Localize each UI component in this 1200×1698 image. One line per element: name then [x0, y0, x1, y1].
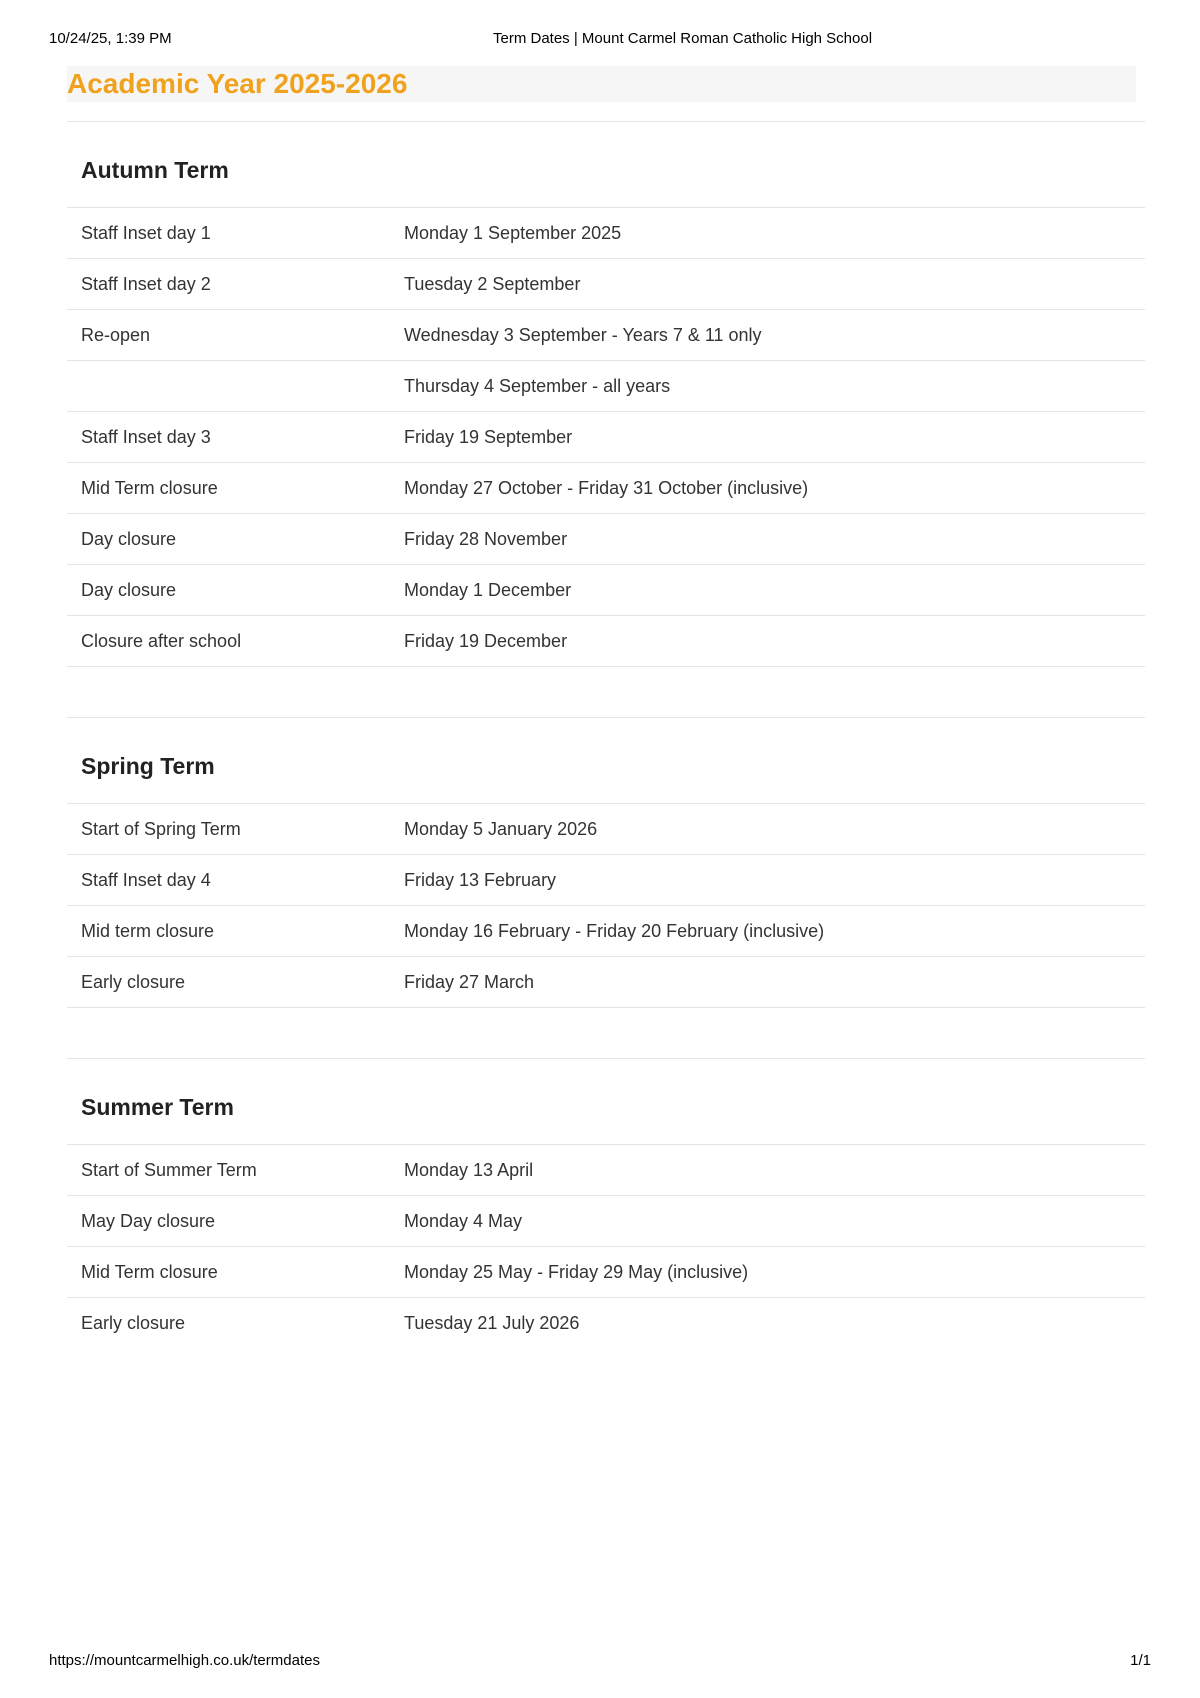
table-row	[67, 906, 1145, 957]
term-section-spring	[67, 718, 1145, 1059]
event-label	[67, 361, 404, 412]
table-row	[67, 804, 1145, 855]
event-label: Day closure	[67, 565, 404, 616]
term-title: Spring Term	[67, 718, 1145, 804]
event-date: Monday 27 October - Friday 31 October (inclusive)	[404, 463, 1145, 514]
table-row	[67, 463, 1145, 514]
table-row	[67, 310, 1145, 361]
print-datetime: 10/24/25, 1:39 PM	[49, 30, 172, 47]
event-label: Early closure	[81, 1312, 186, 1333]
event-date: Friday 28 November	[404, 514, 1145, 565]
print-page-title: Term Dates | Mount Carmel Roman Catholic High School	[493, 30, 873, 47]
print-page-number: 1/1	[1130, 1652, 1151, 1669]
term-section-autumn	[67, 122, 1145, 718]
event-date: Friday 19 December	[404, 616, 1145, 667]
table-row	[67, 412, 1145, 463]
table-row	[67, 1196, 1145, 1247]
event-date: Tuesday 21 July 2026	[404, 1312, 580, 1333]
table-row	[67, 1145, 1145, 1196]
event-date: Friday 13 February	[404, 855, 1145, 906]
event-date: Friday 27 March	[404, 957, 1145, 1008]
section-spacer	[67, 1008, 1145, 1058]
term-dates-content	[67, 66, 1145, 1348]
event-label: Mid Term closure	[67, 463, 404, 514]
event-date: Monday 5 January 2026	[404, 804, 1145, 855]
print-header	[49, 30, 1151, 52]
table-row	[67, 208, 1145, 259]
event-label: Mid Term closure	[67, 1247, 404, 1298]
event-date: Monday 25 May - Friday 29 May (inclusive)	[404, 1247, 1145, 1298]
term-dates-table	[67, 804, 1145, 1008]
event-label: Staff Inset day 4	[67, 855, 404, 906]
event-date: Monday 4 May	[404, 1196, 1145, 1247]
table-row	[67, 1298, 1145, 1349]
table-row	[67, 957, 1145, 1008]
academic-year-title: Academic Year 2025-2026	[67, 66, 1136, 102]
event-date: Tuesday 2 September	[404, 259, 1145, 310]
table-row	[67, 259, 1145, 310]
event-label: Staff Inset day 3	[67, 412, 404, 463]
term-title: Autumn Term	[67, 122, 1145, 208]
event-label: Mid term closure	[67, 906, 404, 957]
event-date: Monday 1 December	[404, 565, 1145, 616]
term-title: Summer Term	[67, 1059, 1145, 1145]
term-dates-table	[67, 1145, 1145, 1348]
event-label: Staff Inset day 2	[67, 259, 404, 310]
event-label: Early closure	[67, 957, 404, 1008]
event-date: Thursday 4 September - all years	[404, 361, 1145, 412]
table-row	[67, 855, 1145, 906]
print-footer	[49, 1652, 1151, 1674]
event-label: Staff Inset day 1	[67, 208, 404, 259]
table-row	[67, 514, 1145, 565]
event-label: Day closure	[67, 514, 404, 565]
event-label: Re-open	[67, 310, 404, 361]
table-row	[67, 616, 1145, 667]
print-page-url: https://mountcarmelhigh.co.uk/termdates	[49, 1652, 320, 1669]
event-label: Start of Spring Term	[67, 804, 404, 855]
table-row	[67, 1247, 1145, 1298]
section-spacer	[67, 667, 1145, 717]
event-date: Monday 16 February - Friday 20 February (inclusive)	[404, 906, 1145, 957]
event-date: Wednesday 3 September - Years 7 & 11 only	[404, 310, 1145, 361]
event-label: May Day closure	[67, 1196, 404, 1247]
event-label: Closure after school	[67, 616, 404, 667]
term-dates-table	[67, 208, 1145, 667]
event-date: Monday 1 September 2025	[404, 208, 1145, 259]
event-date: Friday 19 September	[404, 412, 1145, 463]
event-date: Monday 13 April	[404, 1145, 1145, 1196]
table-row	[67, 361, 1145, 412]
event-label: Start of Summer Term	[67, 1145, 404, 1196]
table-row	[67, 565, 1145, 616]
term-section-summer	[67, 1059, 1145, 1348]
